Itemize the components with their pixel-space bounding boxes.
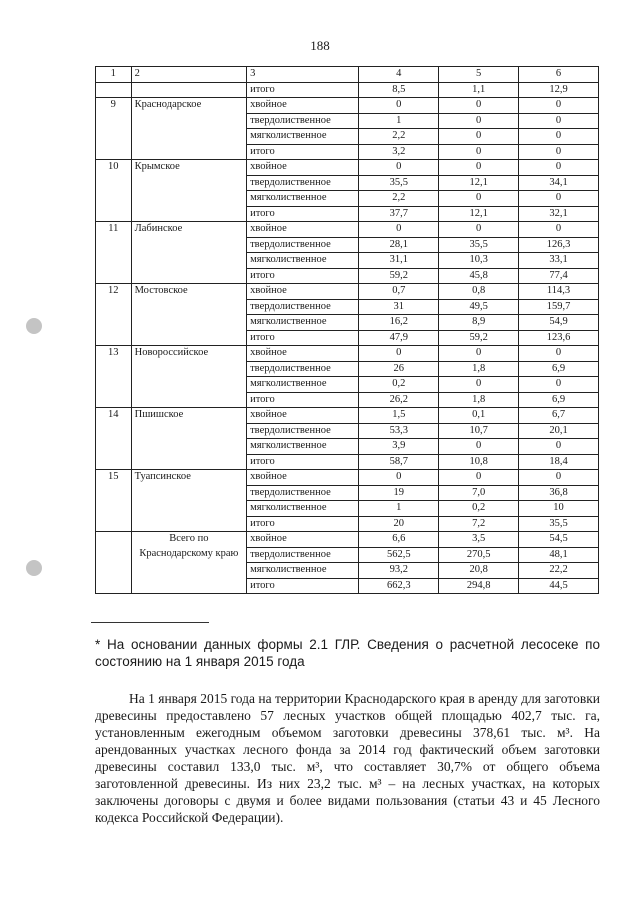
value-col4: 2,2: [359, 191, 439, 207]
value-col6: 6,7: [519, 408, 599, 424]
value-col6: 0: [519, 160, 599, 176]
value-col4: 28,1: [359, 237, 439, 253]
value-col4: 0: [359, 160, 439, 176]
value-col5: 0: [439, 113, 519, 129]
species-group: мягколиственное: [247, 377, 359, 393]
value-col6: 18,4: [519, 454, 599, 470]
value-col4: 26,2: [359, 392, 439, 408]
species-group: мягколиственное: [247, 315, 359, 331]
footnote-rule: [91, 622, 209, 623]
paragraph-text: На 1 января 2015 года на территории Краснодарского края в аренду для заготовки древесины предоставлено 57 лесных участков общей площадью 402,7 тыс. га, установленным ежегодным объемом заготовки древесины 378,61 тыс. м³. На арендованных участках лесного фонда за 2014 год фактический объем заготовки древесины составил 133,0 тыс. м³, что составляет 30,7% от общего объема заготовленной древесины. Из них 23,2 тыс. м³ – на лесных участках, на которых заключены договоры с двумя и более видами пользования (статьи 43 и 45 Лесного кодекса Российской Федерации).: [95, 691, 601, 825]
value-col4: 93,2: [359, 563, 439, 579]
region-number: [96, 532, 132, 594]
species-group: хвойное: [247, 160, 359, 176]
value-col5: 0: [439, 98, 519, 114]
header-cell: 6: [519, 67, 599, 83]
value-col6: 54,5: [519, 532, 599, 548]
value-col6: 0: [519, 113, 599, 129]
value-col4: 53,3: [359, 423, 439, 439]
region-number: 12: [96, 284, 132, 346]
value-col6: 0: [519, 222, 599, 238]
region-name: Туапсинское: [131, 470, 246, 532]
value-col5: 7,2: [439, 516, 519, 532]
value-col6: 44,5: [519, 578, 599, 594]
species-group: итого: [247, 516, 359, 532]
value-col5: 10,7: [439, 423, 519, 439]
species-group: мягколиственное: [247, 253, 359, 269]
header-cell: 4: [359, 67, 439, 83]
region-name: Краснодарское: [131, 98, 246, 160]
value-col6: 0: [519, 191, 599, 207]
value-col6: 6,9: [519, 361, 599, 377]
species-group: итого: [247, 454, 359, 470]
region-name: Крымское: [131, 160, 246, 222]
value-col5: 8,9: [439, 315, 519, 331]
species-group: итого: [247, 206, 359, 222]
value-col5: 45,8: [439, 268, 519, 284]
value-col4: 0: [359, 346, 439, 362]
region-name: Всего по Краснодарскому краю: [131, 532, 246, 594]
value-col6: 35,5: [519, 516, 599, 532]
value-col4: 3,2: [359, 144, 439, 160]
species-group: твердолиственное: [247, 175, 359, 191]
species-group: мягколиственное: [247, 129, 359, 145]
forest-data-table: [95, 66, 599, 594]
value-col4: 562,5: [359, 547, 439, 563]
region-name: Мостовское: [131, 284, 246, 346]
value-col6: 0: [519, 98, 599, 114]
region-number: 10: [96, 160, 132, 222]
value-col6: 0: [519, 470, 599, 486]
value-col6: 33,1: [519, 253, 599, 269]
header-cell: 2: [131, 67, 246, 83]
region-number: 13: [96, 346, 132, 408]
table-row: [96, 346, 599, 362]
value-col6: 6,9: [519, 392, 599, 408]
value-col5: 10,3: [439, 253, 519, 269]
value-col5: 0: [439, 222, 519, 238]
species-group: твердолиственное: [247, 485, 359, 501]
species-group: хвойное: [247, 284, 359, 300]
value-col4: 58,7: [359, 454, 439, 470]
species-group: хвойное: [247, 222, 359, 238]
species-group: хвойное: [247, 98, 359, 114]
value-col4: 6,6: [359, 532, 439, 548]
value-col4: 19: [359, 485, 439, 501]
value-col5: 0: [439, 346, 519, 362]
value-col4: 20: [359, 516, 439, 532]
species-group: твердолиственное: [247, 423, 359, 439]
value-col4: 1: [359, 113, 439, 129]
value-col4: 2,2: [359, 129, 439, 145]
value-col6: 32,1: [519, 206, 599, 222]
value-col4: 1: [359, 501, 439, 517]
value-col4: 0,2: [359, 377, 439, 393]
value-col6: 0: [519, 144, 599, 160]
value-col6: 77,4: [519, 268, 599, 284]
value-col5: 0: [439, 129, 519, 145]
value-col4: 31: [359, 299, 439, 315]
header-cell: 3: [247, 67, 359, 83]
value-col5: 49,5: [439, 299, 519, 315]
value-col4: 0: [359, 470, 439, 486]
value-col6: 159,7: [519, 299, 599, 315]
species-group: хвойное: [247, 408, 359, 424]
value-col4: 16,2: [359, 315, 439, 331]
header-cell: 1: [96, 67, 132, 83]
species-group: хвойное: [247, 470, 359, 486]
value-col5: 0,8: [439, 284, 519, 300]
value-col5: 7,0: [439, 485, 519, 501]
value-col6: 0: [519, 346, 599, 362]
region-name: Лабинское: [131, 222, 246, 284]
species-group: хвойное: [247, 532, 359, 548]
region-number: 14: [96, 408, 132, 470]
table-row: [96, 222, 599, 238]
value-col5: 12,1: [439, 206, 519, 222]
value-col6: 34,1: [519, 175, 599, 191]
species-group: хвойное: [247, 346, 359, 362]
species-group: твердолиственное: [247, 113, 359, 129]
value-col6: 114,3: [519, 284, 599, 300]
value-col5: 12,1: [439, 175, 519, 191]
species-group: итого: [247, 578, 359, 594]
species-group: мягколиственное: [247, 439, 359, 455]
value-col6: 20,1: [519, 423, 599, 439]
species-group: мягколиственное: [247, 501, 359, 517]
value-col6: 0: [519, 129, 599, 145]
value-col6: 10: [519, 501, 599, 517]
value-col4: 37,7: [359, 206, 439, 222]
value-col5: 10,8: [439, 454, 519, 470]
species-group: твердолиственное: [247, 547, 359, 563]
species-group: твердолиственное: [247, 299, 359, 315]
value-col5: 1,8: [439, 392, 519, 408]
table-row: [96, 284, 599, 300]
value-col4: 0,7: [359, 284, 439, 300]
value-col5: 0,2: [439, 501, 519, 517]
value-col5: 0: [439, 144, 519, 160]
value-col4: 47,9: [359, 330, 439, 346]
table-row: [96, 160, 599, 176]
region-number: [96, 82, 132, 98]
punch-hole-top: [26, 318, 42, 334]
value-col5: 0: [439, 377, 519, 393]
value-col6: 123,6: [519, 330, 599, 346]
value-col5: 3,5: [439, 532, 519, 548]
value-col5: 59,2: [439, 330, 519, 346]
value-col5: 0: [439, 470, 519, 486]
body-paragraph: [95, 690, 600, 826]
value-col4: 31,1: [359, 253, 439, 269]
region-name: Пшишское: [131, 408, 246, 470]
value-col5: 270,5: [439, 547, 519, 563]
region-name: Новороссийское: [131, 346, 246, 408]
value-col4: 662,3: [359, 578, 439, 594]
table-row: [96, 98, 599, 114]
region-number: 15: [96, 470, 132, 532]
table-header-row: [96, 67, 599, 83]
table-row: [96, 532, 599, 548]
value-col4: 0: [359, 222, 439, 238]
value-col5: 0: [439, 160, 519, 176]
page-number: 188: [310, 38, 330, 53]
footnote: * На основании данных формы 2.1 ГЛР. Сведения о расчетной лесосеке по состоянию на 1 января 2015 года: [95, 637, 600, 669]
species-group: итого: [247, 144, 359, 160]
region-name: [131, 82, 246, 98]
value-col5: 1,8: [439, 361, 519, 377]
value-col6: 54,9: [519, 315, 599, 331]
value-col4: 35,5: [359, 175, 439, 191]
value-col4: 1,5: [359, 408, 439, 424]
value-col5: 294,8: [439, 578, 519, 594]
value-col4: 59,2: [359, 268, 439, 284]
value-col6: 12,9: [519, 82, 599, 98]
value-col6: 0: [519, 439, 599, 455]
species-group: твердолиственное: [247, 361, 359, 377]
species-group: мягколиственное: [247, 563, 359, 579]
table-row: [96, 82, 599, 98]
value-col5: 0: [439, 191, 519, 207]
punch-hole-bottom: [26, 560, 42, 576]
value-col5: 0,1: [439, 408, 519, 424]
value-col5: 35,5: [439, 237, 519, 253]
region-number: 9: [96, 98, 132, 160]
value-col6: 22,2: [519, 563, 599, 579]
species-group: мягколиственное: [247, 191, 359, 207]
value-col6: 0: [519, 377, 599, 393]
value-col6: 48,1: [519, 547, 599, 563]
region-number: 11: [96, 222, 132, 284]
header-cell: 5: [439, 67, 519, 83]
species-group: итого: [247, 268, 359, 284]
value-col5: 0: [439, 439, 519, 455]
species-group: итого: [247, 82, 359, 98]
value-col4: 0: [359, 98, 439, 114]
table-row: [96, 470, 599, 486]
species-group: твердолиственное: [247, 237, 359, 253]
value-col6: 126,3: [519, 237, 599, 253]
value-col6: 36,8: [519, 485, 599, 501]
species-group: итого: [247, 392, 359, 408]
value-col5: 1,1: [439, 82, 519, 98]
table-row: [96, 408, 599, 424]
value-col4: 26: [359, 361, 439, 377]
value-col4: 3,9: [359, 439, 439, 455]
species-group: итого: [247, 330, 359, 346]
value-col4: 8,5: [359, 82, 439, 98]
value-col5: 20,8: [439, 563, 519, 579]
